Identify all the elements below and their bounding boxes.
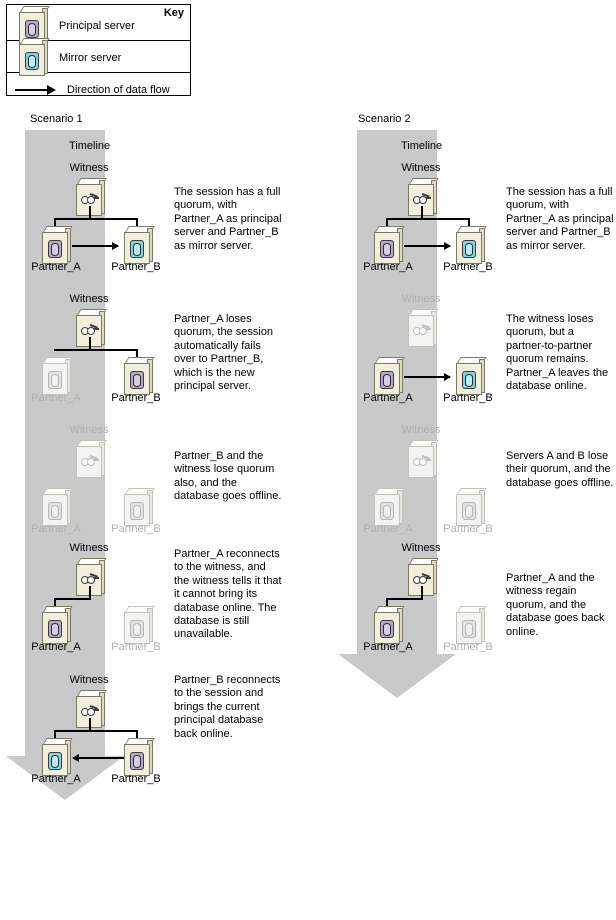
scenario-2-timeline-label: Timeline [401,140,443,152]
s2-step3-partner-b-label: Partner_B [443,523,493,535]
key-row-dataflow [15,75,170,105]
s2-step2-witness [404,309,438,349]
s2-step4-description: Partner_A and the witness regain quorum, and the database goes back online. [506,572,605,638]
s2-step2-witness-label: Witness [401,293,441,305]
key-label-dataflow: Direction of data flow [67,84,170,96]
s1-step1-partner-b [120,226,154,266]
s1-step3-partner-b-label: Partner_B [111,523,161,535]
s2-step4-partner-a-label: Partner_A [363,641,413,653]
s1-step1-partner-b-label: Partner_B [111,261,161,273]
s1-step5-conn-h-top [54,730,138,732]
s1-step3-witness-label: Witness [69,424,109,436]
s2-step3-partner-b [452,488,486,528]
s2-step4-partner-b-label: Partner_B [443,641,493,653]
s1-step5-description: Partner_B reconnects to the session and brings the current principal database back online. [174,674,281,740]
s2-step1-partner-a-label: Partner_A [363,261,413,273]
s2-step3-description: Servers A and B lose their quorum, and the database goes offline. [506,450,614,489]
mirror-server-icon [15,38,49,78]
scenario-1-title: Scenario 1 [30,113,83,125]
s2-step2-partner-a-label: Partner_A [363,392,413,404]
s1-step4-partner-b-label: Partner_B [111,641,161,653]
s1-step1-conn-witness-drop [89,206,91,220]
s1-step5-partner-a-label: Partner_A [31,773,81,785]
s2-step2-description: The witness loses quorum, but a partner-to-partner quorum remains. Partner_A leaves the database online. [506,313,609,393]
s1-step1-dataflow-arrowhead [112,242,119,250]
s1-step4-partner-a-label: Partner_A [31,641,81,653]
s1-step3-witness [72,440,106,480]
s1-step3-partner-a [38,488,72,528]
s1-step5-partner-b-label: Partner_B [111,773,161,785]
s2-step1-description: The session has a full quorum, with Partner_A as principal server and Partner_B as mirror server. [506,186,614,252]
key-title: Key [163,7,184,19]
s1-step5-conn-witness-drop [89,718,91,732]
key-label-mirror: Mirror server [59,52,122,64]
s1-step2-description: Partner_A loses quorum, the session automatically fails over to Partner_B, which is the new principal server. [174,313,274,393]
s1-step4-partner-b [120,606,154,646]
s1-step5-dataflow-arrowhead [72,754,79,762]
s2-step4-conn-h-top [386,598,422,600]
s2-step4-conn-witness-drop [421,586,423,600]
s2-step3-partner-a [370,488,404,528]
s2-step1-partner-b [452,226,486,266]
key-row-principal [15,11,135,41]
s1-step2-witness-label: Witness [69,293,109,305]
s1-step4-witness-label: Witness [69,542,109,554]
key-row-mirror [15,43,121,73]
s1-step4-conn-h-top [54,598,90,600]
s1-step2-partner-b-label: Partner_B [111,392,161,404]
s1-step2-conn-h-top [54,349,138,351]
s2-step1-witness-label: Witness [401,162,441,174]
s1-step1-description: The session has a full quorum, with Partner_A as principal server and Partner_B as mirror server. [174,186,282,252]
s1-step4-description: Partner_A reconnects to the witness, and the witness tells it that it cannot bring its database online. The database is still unavailable. [174,548,282,641]
s1-step4-partner-a [38,606,72,646]
s2-step2-partner-b-label: Partner_B [443,392,493,404]
s1-step3-description: Partner_B and the witness lose quorum also, and the database goes offline. [174,450,282,503]
s1-step5-partner-a [38,738,72,778]
s2-step3-witness-label: Witness [401,424,441,436]
s1-step3-partner-b [120,488,154,528]
s1-step1-partner-a-label: Partner_A [31,261,81,273]
s2-step3-witness [404,440,438,480]
s1-step3-partner-a-label: Partner_A [31,523,81,535]
s1-step5-witness-label: Witness [69,674,109,686]
s2-step2-partner-b [452,357,486,397]
s1-step1-witness-label: Witness [69,162,109,174]
s1-step5-partner-b [120,738,154,778]
s1-step2-partner-b [120,357,154,397]
s1-step2-partner-a [38,357,72,397]
s1-step4-conn-witness-drop [89,586,91,600]
s2-step4-partner-a [370,606,404,646]
s1-step1-partner-a [38,226,72,266]
scenario-2-title: Scenario 2 [358,113,411,125]
s2-step1-conn-h-top [386,218,470,220]
s2-step3-partner-a-label: Partner_A [363,523,413,535]
s2-step2-dataflow-arrowhead [444,373,451,381]
scenario-1-timeline-label: Timeline [69,140,111,152]
s2-step1-partner-a [370,226,404,266]
s2-step1-dataflow-arrowhead [444,242,451,250]
s2-step1-conn-witness-drop [421,206,423,220]
key-legend-box [6,4,191,96]
s2-step1-partner-b-label: Partner_B [443,261,493,273]
arrow-icon [15,85,57,95]
s2-step4-partner-b [452,606,486,646]
s2-step4-witness-label: Witness [401,542,441,554]
s1-step2-partner-a-label: Partner_A [31,392,81,404]
s1-step2-conn-witness-drop [89,337,91,351]
s1-step5-dataflow-line [78,757,124,759]
key-label-principal: Principal server [59,20,135,32]
s2-step2-partner-a [370,357,404,397]
s1-step1-conn-h-top [54,218,138,220]
